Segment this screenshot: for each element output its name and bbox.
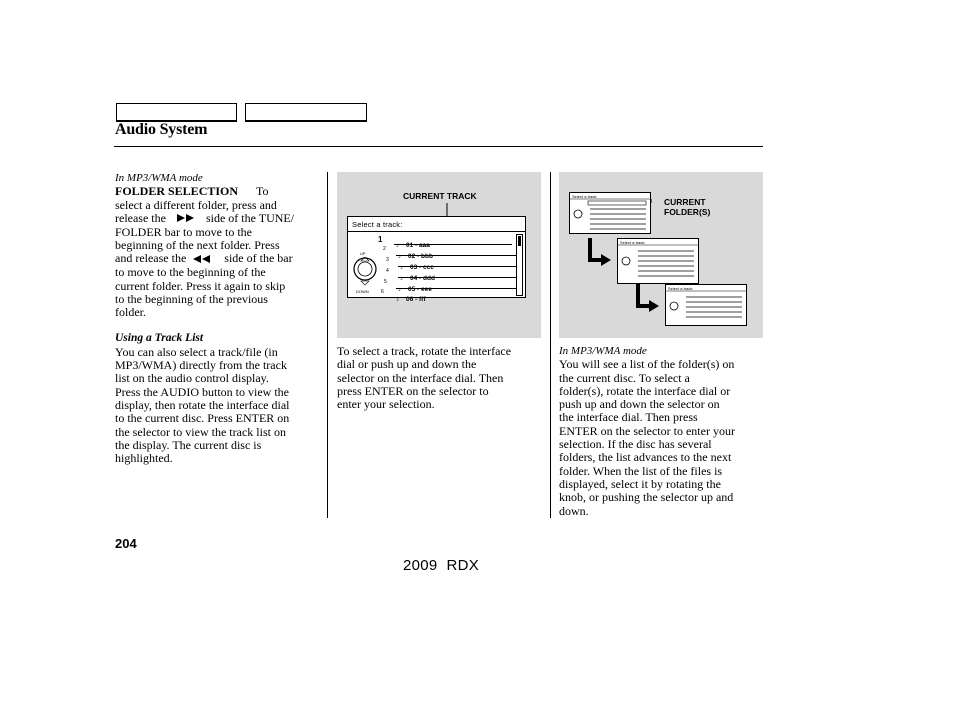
music-note-icon: ♪	[396, 243, 399, 249]
mode-label: In MP3/WMA mode	[115, 172, 203, 184]
advance-arrow-icon	[587, 238, 613, 268]
music-note-icon: ♪	[396, 297, 399, 303]
current-track-callout: CURRENT TRACK	[403, 191, 477, 201]
col2-line: dial or push up and down the	[337, 357, 477, 372]
header-rule	[114, 146, 763, 147]
col2-line: press ENTER on the selector to	[337, 383, 489, 398]
track-label: 05 - eee	[408, 286, 432, 293]
folder-line: FOLDER bar to move to the	[115, 224, 252, 239]
folder-screen-2	[617, 238, 699, 284]
tracklist-line: MP3/WMA) directly from the track	[115, 358, 287, 373]
tracklist-line: the display. The current disc is	[115, 437, 262, 452]
tracklist-line: You can also select a track/file (in	[115, 344, 278, 359]
page-number: 204	[115, 536, 137, 551]
col3-line: You will see a list of the folder(s) on	[559, 357, 735, 372]
folder-line: select a different folder, press and	[115, 197, 277, 212]
music-note-icon: ♪	[398, 254, 401, 260]
track-list-mini	[666, 285, 746, 325]
folder-line: side of the bar	[224, 251, 293, 266]
tracklist-line: highlighted.	[115, 451, 173, 466]
tracklist-line: to the current disc. Press ENTER on	[115, 411, 290, 426]
col3-line: selection. If the disc has several	[559, 437, 712, 452]
track-row[interactable]	[396, 245, 516, 260]
current-folder-callout-line: CURRENT	[664, 197, 706, 207]
track-row[interactable]	[394, 234, 512, 249]
music-note-icon: ♪	[400, 265, 403, 271]
col3-line: folder(s), rotate the interface dial or	[559, 383, 731, 398]
screen-title: Select a track:	[668, 286, 694, 291]
track-row[interactable]	[394, 288, 512, 303]
display-screen	[347, 216, 526, 303]
disc-number: 2	[383, 246, 386, 252]
mode-label: In MP3/WMA mode	[559, 345, 647, 357]
column-divider-2	[550, 172, 551, 518]
page-title: Audio System	[115, 121, 208, 138]
col3-line: folders, the list advances to the next	[559, 450, 732, 465]
tracklist-line: the selector to view the track list on	[115, 424, 286, 439]
track-list-heading: Using a Track List	[115, 332, 204, 345]
col3-line: push up and down the selector on	[559, 397, 720, 412]
folder-text-to: To	[256, 184, 269, 199]
track-row[interactable]	[398, 256, 518, 271]
track-label: 06 - fff	[406, 296, 426, 303]
col2-line: enter your selection.	[337, 397, 435, 412]
scrollbar[interactable]	[516, 234, 523, 296]
scrollbar-thumb[interactable]	[518, 236, 521, 246]
col3-line: knob, or pushing the selector up and	[559, 490, 734, 505]
track-list-figure	[337, 172, 541, 338]
col3-line: displayed, select it by rotating the	[559, 476, 721, 491]
col3-line: down.	[559, 503, 589, 518]
disc-number: 3	[386, 257, 389, 263]
column-divider-1	[327, 172, 328, 518]
current-folder-callout-line: FOLDER(S)	[664, 207, 711, 217]
column-3	[559, 345, 769, 518]
track-label: 04 - ddd	[410, 275, 435, 282]
track-label: 03 - ccc	[410, 264, 434, 271]
folder-list-figure	[559, 172, 763, 338]
screen-title: Select a track:	[620, 240, 646, 245]
svg-text:UP: UP	[360, 251, 366, 256]
folder-line: beginning of the next folder. Press	[115, 238, 280, 253]
tracklist-line: list on the audio control display.	[115, 371, 269, 386]
screen-divider	[348, 231, 525, 232]
folder-list-mini	[618, 239, 698, 283]
folder-line: side of the TUNE/	[205, 210, 295, 225]
folder-screen-3	[665, 284, 747, 326]
tracklist-line: Press the AUDIO button to view the	[115, 384, 289, 399]
screen-title: Select a track:	[352, 220, 403, 229]
track-row[interactable]	[398, 267, 518, 282]
svg-text:DOWN: DOWN	[356, 289, 369, 294]
folder-screen-1	[569, 192, 651, 234]
music-note-icon: ♪	[400, 276, 403, 282]
col3-line: the current disc. To select a	[559, 370, 690, 385]
folder-line: folder.	[115, 305, 146, 320]
screen-title: Select a track:	[572, 194, 598, 199]
col3-line: the interface dial. Then press	[559, 410, 698, 425]
col2-line: selector on the interface dial. Then	[337, 370, 504, 385]
column-2	[337, 345, 547, 411]
folder-line: and release the	[115, 251, 187, 266]
disc-number: 1	[378, 235, 383, 244]
folder-line: to move to the beginning of the	[115, 265, 266, 280]
music-note-icon: ♪	[398, 287, 401, 293]
column-1	[115, 172, 320, 465]
skip-forward-icon	[177, 212, 195, 225]
disc-number: 5	[384, 279, 387, 285]
col3-line: folder. When the list of the files is	[559, 463, 723, 478]
folder-line: to the beginning of the previous	[115, 291, 268, 306]
footer-model: 2009 RDX	[403, 557, 480, 574]
folder-line: release the	[115, 210, 166, 225]
disc-number: 4	[386, 268, 389, 274]
disc-number: 6	[381, 289, 384, 295]
col2-line: To select a track, rotate the interface	[337, 344, 512, 358]
folder-line: current folder. Press it again to skip	[115, 278, 286, 293]
skip-back-icon	[193, 253, 211, 266]
col3-line: ENTER on the selector to enter your	[559, 423, 735, 438]
folder-list-mini	[570, 193, 650, 233]
track-label: 02 - bbb	[408, 253, 433, 260]
header-tab-2	[245, 103, 367, 122]
folder-selection-heading: FOLDER SELECTION	[115, 184, 239, 199]
advance-arrow-icon	[635, 284, 661, 314]
header-tab-1	[116, 103, 237, 122]
tracklist-line: display, then rotate the interface dial	[115, 397, 290, 412]
track-label: 01 - aaa	[406, 242, 430, 249]
